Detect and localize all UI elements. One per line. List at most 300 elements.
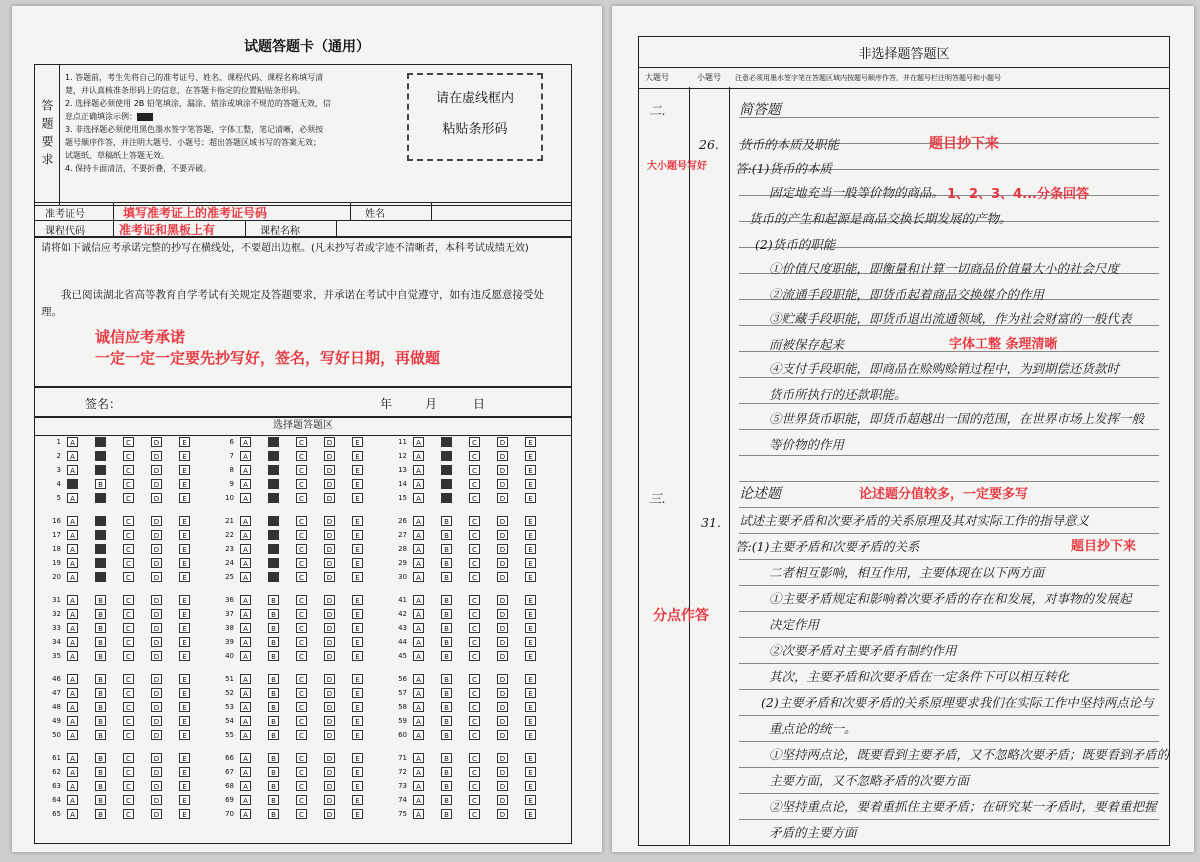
- answer-bubble-e[interactable]: E: [179, 637, 190, 647]
- answer-bubble-e[interactable]: E: [525, 753, 536, 763]
- answer-bubble-c[interactable]: C: [469, 437, 480, 447]
- answer-bubble-d[interactable]: D: [151, 716, 162, 726]
- answer-bubble-e[interactable]: E: [179, 558, 190, 568]
- answer-bubble-b[interactable]: B: [268, 651, 279, 661]
- answer-bubble-c[interactable]: C: [469, 688, 480, 698]
- answer-bubble-e[interactable]: E: [352, 609, 363, 619]
- answer-bubble-b[interactable]: B: [268, 688, 279, 698]
- answer-bubble-e[interactable]: E: [179, 781, 190, 791]
- answer-bubble-c[interactable]: C: [296, 781, 307, 791]
- answer-bubble-b[interactable]: B: [268, 623, 279, 633]
- answer-bubble-a[interactable]: A: [67, 437, 78, 447]
- answer-bubble-b[interactable]: [268, 465, 279, 475]
- answer-bubble-c[interactable]: C: [296, 702, 307, 712]
- answer-bubble-e[interactable]: E: [525, 730, 536, 740]
- answer-bubble-e[interactable]: E: [352, 674, 363, 684]
- answer-bubble-c[interactable]: C: [123, 530, 134, 540]
- answer-bubble-a[interactable]: A: [67, 809, 78, 819]
- answer-bubble-d[interactable]: D: [151, 637, 162, 647]
- answer-bubble-e[interactable]: E: [525, 795, 536, 805]
- answer-bubble-b[interactable]: B: [441, 544, 452, 554]
- answer-bubble-c[interactable]: C: [469, 558, 480, 568]
- answer-bubble-b[interactable]: B: [441, 716, 452, 726]
- answer-bubble-b[interactable]: B: [441, 558, 452, 568]
- answer-bubble-a[interactable]: A: [67, 493, 78, 503]
- answer-bubble-c[interactable]: C: [296, 558, 307, 568]
- answer-bubble-b[interactable]: B: [441, 595, 452, 605]
- answer-bubble-a[interactable]: A: [413, 674, 424, 684]
- answer-bubble-c[interactable]: C: [296, 437, 307, 447]
- answer-bubble-e[interactable]: E: [179, 702, 190, 712]
- answer-bubble-d[interactable]: D: [497, 651, 508, 661]
- answer-bubble-c[interactable]: C: [296, 465, 307, 475]
- answer-bubble-d[interactable]: D: [151, 437, 162, 447]
- answer-bubble-c[interactable]: C: [296, 530, 307, 540]
- answer-bubble-a[interactable]: A: [67, 558, 78, 568]
- answer-bubble-d[interactable]: D: [497, 716, 508, 726]
- answer-bubble-d[interactable]: D: [324, 637, 335, 647]
- answer-bubble-a[interactable]: A: [67, 730, 78, 740]
- answer-bubble-d[interactable]: D: [497, 753, 508, 763]
- answer-bubble-b[interactable]: [441, 437, 452, 447]
- answer-bubble-d[interactable]: D: [324, 795, 335, 805]
- answer-bubble-e[interactable]: E: [352, 451, 363, 461]
- answer-bubble-d[interactable]: D: [324, 688, 335, 698]
- answer-bubble-b[interactable]: B: [441, 651, 452, 661]
- answer-bubble-a[interactable]: A: [240, 753, 251, 763]
- answer-bubble-b[interactable]: B: [268, 595, 279, 605]
- answer-bubble-d[interactable]: D: [324, 479, 335, 489]
- answer-bubble-c[interactable]: C: [296, 637, 307, 647]
- answer-bubble-a[interactable]: A: [240, 781, 251, 791]
- answer-bubble-b[interactable]: B: [441, 702, 452, 712]
- answer-bubble-c[interactable]: C: [296, 595, 307, 605]
- answer-bubble-b[interactable]: B: [268, 716, 279, 726]
- answer-bubble-d[interactable]: D: [151, 530, 162, 540]
- answer-bubble-e[interactable]: E: [525, 479, 536, 489]
- answer-bubble-e[interactable]: E: [352, 753, 363, 763]
- answer-bubble-b[interactable]: [268, 479, 279, 489]
- answer-bubble-e[interactable]: E: [525, 465, 536, 475]
- answer-bubble-c[interactable]: C: [123, 716, 134, 726]
- answer-bubble-e[interactable]: E: [179, 767, 190, 777]
- answer-bubble-b[interactable]: B: [441, 795, 452, 805]
- answer-bubble-e[interactable]: E: [352, 516, 363, 526]
- answer-bubble-c[interactable]: C: [123, 781, 134, 791]
- answer-bubble-c[interactable]: C: [296, 609, 307, 619]
- answer-bubble-b[interactable]: [441, 451, 452, 461]
- answer-bubble-c[interactable]: C: [123, 730, 134, 740]
- answer-bubble-a[interactable]: A: [413, 493, 424, 503]
- answer-bubble-e[interactable]: E: [525, 623, 536, 633]
- answer-bubble-d[interactable]: D: [151, 730, 162, 740]
- answer-bubble-c[interactable]: C: [296, 688, 307, 698]
- answer-bubble-b[interactable]: B: [441, 609, 452, 619]
- answer-bubble-e[interactable]: E: [179, 572, 190, 582]
- answer-bubble-a[interactable]: A: [413, 465, 424, 475]
- answer-bubble-e[interactable]: E: [525, 437, 536, 447]
- answer-bubble-c[interactable]: C: [469, 572, 480, 582]
- answer-bubble-b[interactable]: B: [268, 609, 279, 619]
- answer-bubble-d[interactable]: D: [497, 451, 508, 461]
- answer-bubble-d[interactable]: D: [151, 493, 162, 503]
- answer-bubble-b[interactable]: B: [95, 609, 106, 619]
- answer-bubble-d[interactable]: D: [497, 674, 508, 684]
- answer-bubble-b[interactable]: B: [268, 795, 279, 805]
- answer-bubble-e[interactable]: E: [179, 674, 190, 684]
- answer-bubble-a[interactable]: A: [67, 465, 78, 475]
- answer-bubble-e[interactable]: E: [352, 637, 363, 647]
- answer-bubble-d[interactable]: D: [151, 767, 162, 777]
- answer-bubble-b[interactable]: B: [268, 809, 279, 819]
- answer-bubble-d[interactable]: D: [324, 716, 335, 726]
- answer-bubble-a[interactable]: A: [67, 753, 78, 763]
- answer-bubble-d[interactable]: D: [497, 479, 508, 489]
- answer-bubble-e[interactable]: E: [525, 767, 536, 777]
- answer-bubble-c[interactable]: C: [296, 544, 307, 554]
- answer-bubble-d[interactable]: D: [497, 465, 508, 475]
- answer-bubble-a[interactable]: A: [67, 767, 78, 777]
- answer-bubble-b[interactable]: [441, 465, 452, 475]
- answer-bubble-c[interactable]: C: [123, 767, 134, 777]
- answer-bubble-a[interactable]: A: [413, 716, 424, 726]
- answer-bubble-d[interactable]: D: [497, 702, 508, 712]
- answer-bubble-a[interactable]: A: [240, 674, 251, 684]
- answer-bubble-b[interactable]: B: [95, 809, 106, 819]
- answer-bubble-d[interactable]: D: [497, 595, 508, 605]
- answer-bubble-c[interactable]: C: [469, 730, 480, 740]
- answer-bubble-a[interactable]: A: [240, 609, 251, 619]
- answer-bubble-b[interactable]: B: [268, 753, 279, 763]
- answer-bubble-b[interactable]: [95, 544, 106, 554]
- answer-bubble-b[interactable]: B: [441, 637, 452, 647]
- answer-bubble-d[interactable]: D: [151, 595, 162, 605]
- answer-bubble-c[interactable]: C: [469, 651, 480, 661]
- answer-bubble-a[interactable]: A: [413, 530, 424, 540]
- answer-bubble-a[interactable]: A: [67, 609, 78, 619]
- answer-bubble-c[interactable]: C: [469, 595, 480, 605]
- answer-bubble-e[interactable]: E: [525, 674, 536, 684]
- answer-bubble-a[interactable]: A: [240, 637, 251, 647]
- answer-bubble-c[interactable]: C: [123, 623, 134, 633]
- answer-bubble-d[interactable]: D: [497, 516, 508, 526]
- answer-bubble-a[interactable]: A: [67, 451, 78, 461]
- answer-bubble-a[interactable]: A: [413, 609, 424, 619]
- answer-bubble-d[interactable]: D: [151, 651, 162, 661]
- answer-bubble-a[interactable]: A: [413, 572, 424, 582]
- answer-bubble-a[interactable]: A: [67, 651, 78, 661]
- answer-bubble-b[interactable]: [95, 437, 106, 447]
- answer-bubble-a[interactable]: A: [67, 544, 78, 554]
- answer-bubble-a[interactable]: A: [67, 637, 78, 647]
- answer-bubble-e[interactable]: E: [525, 530, 536, 540]
- answer-bubble-e[interactable]: E: [179, 530, 190, 540]
- answer-bubble-c[interactable]: C: [469, 516, 480, 526]
- answer-bubble-d[interactable]: D: [324, 572, 335, 582]
- answer-bubble-e[interactable]: E: [525, 651, 536, 661]
- answer-bubble-e[interactable]: E: [179, 795, 190, 805]
- answer-bubble-d[interactable]: D: [324, 544, 335, 554]
- answer-bubble-a[interactable]: A: [240, 544, 251, 554]
- answer-bubble-b[interactable]: B: [441, 781, 452, 791]
- answer-bubble-e[interactable]: E: [352, 437, 363, 447]
- answer-bubble-c[interactable]: C: [469, 623, 480, 633]
- answer-bubble-b[interactable]: [95, 516, 106, 526]
- answer-bubble-b[interactable]: B: [441, 623, 452, 633]
- answer-bubble-a[interactable]: A: [240, 716, 251, 726]
- answer-bubble-e[interactable]: E: [179, 809, 190, 819]
- answer-bubble-e[interactable]: E: [352, 623, 363, 633]
- answer-bubble-e[interactable]: E: [179, 437, 190, 447]
- answer-bubble-a[interactable]: A: [413, 795, 424, 805]
- answer-bubble-e[interactable]: E: [525, 558, 536, 568]
- answer-bubble-b[interactable]: B: [441, 516, 452, 526]
- answer-bubble-b[interactable]: B: [441, 753, 452, 763]
- answer-bubble-d[interactable]: D: [324, 753, 335, 763]
- answer-bubble-d[interactable]: D: [151, 465, 162, 475]
- answer-bubble-e[interactable]: E: [179, 451, 190, 461]
- answer-bubble-e[interactable]: E: [352, 809, 363, 819]
- answer-bubble-b[interactable]: [95, 493, 106, 503]
- answer-bubble-a[interactable]: A: [413, 595, 424, 605]
- answer-bubble-a[interactable]: [67, 479, 78, 489]
- answer-bubble-d[interactable]: D: [324, 674, 335, 684]
- answer-bubble-c[interactable]: C: [469, 479, 480, 489]
- answer-bubble-b[interactable]: [441, 479, 452, 489]
- answer-bubble-e[interactable]: E: [525, 451, 536, 461]
- answer-bubble-c[interactable]: C: [123, 595, 134, 605]
- answer-bubble-d[interactable]: D: [324, 437, 335, 447]
- answer-bubble-d[interactable]: D: [324, 767, 335, 777]
- answer-bubble-d[interactable]: D: [151, 809, 162, 819]
- answer-bubble-e[interactable]: E: [352, 558, 363, 568]
- answer-bubble-c[interactable]: C: [296, 753, 307, 763]
- answer-bubble-c[interactable]: C: [123, 572, 134, 582]
- answer-bubble-b[interactable]: [95, 572, 106, 582]
- answer-bubble-b[interactable]: B: [95, 753, 106, 763]
- answer-bubble-d[interactable]: D: [324, 595, 335, 605]
- answer-bubble-b[interactable]: B: [95, 716, 106, 726]
- answer-bubble-a[interactable]: A: [67, 716, 78, 726]
- answer-bubble-a[interactable]: A: [240, 437, 251, 447]
- answer-bubble-e[interactable]: E: [525, 609, 536, 619]
- answer-bubble-a[interactable]: A: [413, 767, 424, 777]
- answer-bubble-d[interactable]: D: [151, 623, 162, 633]
- answer-bubble-a[interactable]: A: [413, 544, 424, 554]
- answer-bubble-e[interactable]: E: [525, 516, 536, 526]
- answer-bubble-b[interactable]: B: [95, 623, 106, 633]
- answer-bubble-c[interactable]: C: [296, 451, 307, 461]
- answer-bubble-a[interactable]: A: [413, 637, 424, 647]
- answer-bubble-d[interactable]: D: [151, 572, 162, 582]
- answer-bubble-b[interactable]: B: [95, 781, 106, 791]
- answer-bubble-d[interactable]: D: [151, 795, 162, 805]
- answer-bubble-c[interactable]: C: [123, 558, 134, 568]
- answer-bubble-a[interactable]: A: [240, 516, 251, 526]
- answer-bubble-a[interactable]: A: [413, 479, 424, 489]
- answer-bubble-b[interactable]: B: [95, 479, 106, 489]
- answer-bubble-a[interactable]: A: [240, 688, 251, 698]
- answer-bubble-b[interactable]: B: [268, 637, 279, 647]
- answer-bubble-d[interactable]: D: [151, 781, 162, 791]
- answer-bubble-c[interactable]: C: [123, 637, 134, 647]
- answer-bubble-c[interactable]: C: [469, 781, 480, 791]
- answer-bubble-c[interactable]: C: [469, 809, 480, 819]
- answer-bubble-b[interactable]: B: [95, 595, 106, 605]
- answer-bubble-c[interactable]: C: [469, 795, 480, 805]
- answer-bubble-c[interactable]: C: [469, 637, 480, 647]
- answer-bubble-d[interactable]: D: [151, 451, 162, 461]
- answer-bubble-b[interactable]: B: [95, 637, 106, 647]
- answer-bubble-c[interactable]: C: [469, 609, 480, 619]
- answer-bubble-c[interactable]: C: [123, 795, 134, 805]
- answer-bubble-a[interactable]: A: [240, 795, 251, 805]
- answer-bubble-b[interactable]: [95, 451, 106, 461]
- answer-bubble-c[interactable]: C: [123, 465, 134, 475]
- answer-bubble-a[interactable]: A: [67, 572, 78, 582]
- answer-bubble-b[interactable]: B: [95, 688, 106, 698]
- answer-bubble-e[interactable]: E: [179, 595, 190, 605]
- answer-bubble-e[interactable]: E: [179, 716, 190, 726]
- answer-bubble-e[interactable]: E: [352, 465, 363, 475]
- answer-bubble-d[interactable]: D: [151, 753, 162, 763]
- answer-bubble-a[interactable]: A: [67, 595, 78, 605]
- answer-bubble-c[interactable]: C: [123, 493, 134, 503]
- answer-bubble-b[interactable]: [268, 530, 279, 540]
- answer-bubble-b[interactable]: B: [441, 767, 452, 777]
- answer-bubble-b[interactable]: B: [268, 674, 279, 684]
- answer-bubble-e[interactable]: E: [352, 702, 363, 712]
- answer-bubble-b[interactable]: B: [95, 795, 106, 805]
- answer-bubble-d[interactable]: D: [497, 437, 508, 447]
- answer-bubble-c[interactable]: C: [296, 623, 307, 633]
- answer-bubble-d[interactable]: D: [497, 767, 508, 777]
- answer-bubble-c[interactable]: C: [296, 730, 307, 740]
- answer-bubble-a[interactable]: A: [413, 781, 424, 791]
- answer-bubble-a[interactable]: A: [413, 730, 424, 740]
- answer-bubble-c[interactable]: C: [296, 493, 307, 503]
- answer-bubble-e[interactable]: E: [352, 795, 363, 805]
- answer-bubble-b[interactable]: B: [95, 674, 106, 684]
- answer-bubble-a[interactable]: A: [240, 702, 251, 712]
- answer-bubble-d[interactable]: D: [324, 465, 335, 475]
- answer-bubble-b[interactable]: B: [441, 730, 452, 740]
- answer-bubble-a[interactable]: A: [240, 730, 251, 740]
- answer-bubble-d[interactable]: D: [324, 558, 335, 568]
- answer-bubble-e[interactable]: E: [352, 595, 363, 605]
- answer-bubble-b[interactable]: [441, 493, 452, 503]
- answer-bubble-d[interactable]: D: [324, 451, 335, 461]
- answer-bubble-d[interactable]: D: [497, 623, 508, 633]
- answer-bubble-e[interactable]: E: [352, 493, 363, 503]
- answer-bubble-c[interactable]: C: [469, 465, 480, 475]
- answer-bubble-b[interactable]: [268, 493, 279, 503]
- answer-bubble-d[interactable]: D: [151, 479, 162, 489]
- answer-bubble-a[interactable]: A: [240, 479, 251, 489]
- answer-bubble-a[interactable]: A: [413, 451, 424, 461]
- answer-bubble-c[interactable]: C: [469, 530, 480, 540]
- answer-bubble-e[interactable]: E: [179, 688, 190, 698]
- answer-bubble-d[interactable]: D: [324, 516, 335, 526]
- answer-bubble-b[interactable]: B: [95, 730, 106, 740]
- answer-bubble-d[interactable]: D: [497, 637, 508, 647]
- answer-bubble-e[interactable]: E: [352, 479, 363, 489]
- answer-bubble-e[interactable]: E: [352, 767, 363, 777]
- answer-bubble-e[interactable]: E: [179, 493, 190, 503]
- answer-bubble-a[interactable]: A: [67, 530, 78, 540]
- answer-bubble-c[interactable]: C: [469, 767, 480, 777]
- answer-bubble-d[interactable]: D: [497, 781, 508, 791]
- answer-bubble-e[interactable]: E: [525, 702, 536, 712]
- answer-bubble-c[interactable]: C: [296, 651, 307, 661]
- answer-bubble-b[interactable]: B: [268, 730, 279, 740]
- answer-bubble-d[interactable]: D: [497, 493, 508, 503]
- answer-bubble-c[interactable]: C: [469, 674, 480, 684]
- answer-bubble-d[interactable]: D: [497, 795, 508, 805]
- answer-bubble-c[interactable]: C: [296, 716, 307, 726]
- answer-bubble-b[interactable]: B: [441, 530, 452, 540]
- answer-bubble-e[interactable]: E: [352, 716, 363, 726]
- answer-bubble-b[interactable]: [268, 558, 279, 568]
- answer-bubble-b[interactable]: B: [95, 651, 106, 661]
- answer-bubble-e[interactable]: E: [179, 623, 190, 633]
- answer-bubble-e[interactable]: E: [352, 530, 363, 540]
- answer-bubble-e[interactable]: E: [525, 572, 536, 582]
- answer-bubble-d[interactable]: D: [151, 544, 162, 554]
- answer-bubble-b[interactable]: B: [441, 674, 452, 684]
- answer-bubble-a[interactable]: A: [240, 767, 251, 777]
- answer-bubble-c[interactable]: C: [123, 451, 134, 461]
- answer-bubble-c[interactable]: C: [469, 451, 480, 461]
- answer-bubble-d[interactable]: D: [151, 558, 162, 568]
- answer-bubble-a[interactable]: A: [240, 809, 251, 819]
- answer-bubble-b[interactable]: [268, 544, 279, 554]
- answer-bubble-e[interactable]: E: [179, 730, 190, 740]
- answer-bubble-a[interactable]: A: [413, 516, 424, 526]
- answer-bubble-c[interactable]: C: [296, 572, 307, 582]
- answer-bubble-e[interactable]: E: [352, 572, 363, 582]
- answer-bubble-c[interactable]: C: [123, 609, 134, 619]
- answer-bubble-b[interactable]: B: [268, 781, 279, 791]
- answer-bubble-e[interactable]: E: [179, 479, 190, 489]
- answer-bubble-c[interactable]: C: [123, 516, 134, 526]
- answer-bubble-d[interactable]: D: [324, 651, 335, 661]
- answer-bubble-d[interactable]: D: [324, 530, 335, 540]
- answer-bubble-c[interactable]: C: [123, 688, 134, 698]
- answer-bubble-e[interactable]: E: [352, 730, 363, 740]
- answer-bubble-e[interactable]: E: [525, 688, 536, 698]
- answer-bubble-b[interactable]: [268, 572, 279, 582]
- answer-bubble-b[interactable]: B: [441, 688, 452, 698]
- answer-bubble-a[interactable]: A: [240, 493, 251, 503]
- answer-bubble-e[interactable]: E: [179, 753, 190, 763]
- answer-bubble-b[interactable]: [95, 465, 106, 475]
- answer-bubble-a[interactable]: A: [240, 530, 251, 540]
- answer-bubble-e[interactable]: E: [179, 465, 190, 475]
- answer-bubble-c[interactable]: C: [469, 716, 480, 726]
- answer-bubble-c[interactable]: C: [123, 674, 134, 684]
- answer-bubble-a[interactable]: A: [413, 688, 424, 698]
- answer-bubble-e[interactable]: E: [179, 544, 190, 554]
- answer-bubble-a[interactable]: A: [240, 651, 251, 661]
- answer-bubble-d[interactable]: D: [324, 809, 335, 819]
- answer-bubble-b[interactable]: B: [95, 702, 106, 712]
- answer-bubble-d[interactable]: D: [497, 730, 508, 740]
- answer-bubble-d[interactable]: D: [151, 609, 162, 619]
- answer-bubble-d[interactable]: D: [324, 609, 335, 619]
- answer-bubble-e[interactable]: E: [525, 637, 536, 647]
- answer-bubble-c[interactable]: C: [123, 753, 134, 763]
